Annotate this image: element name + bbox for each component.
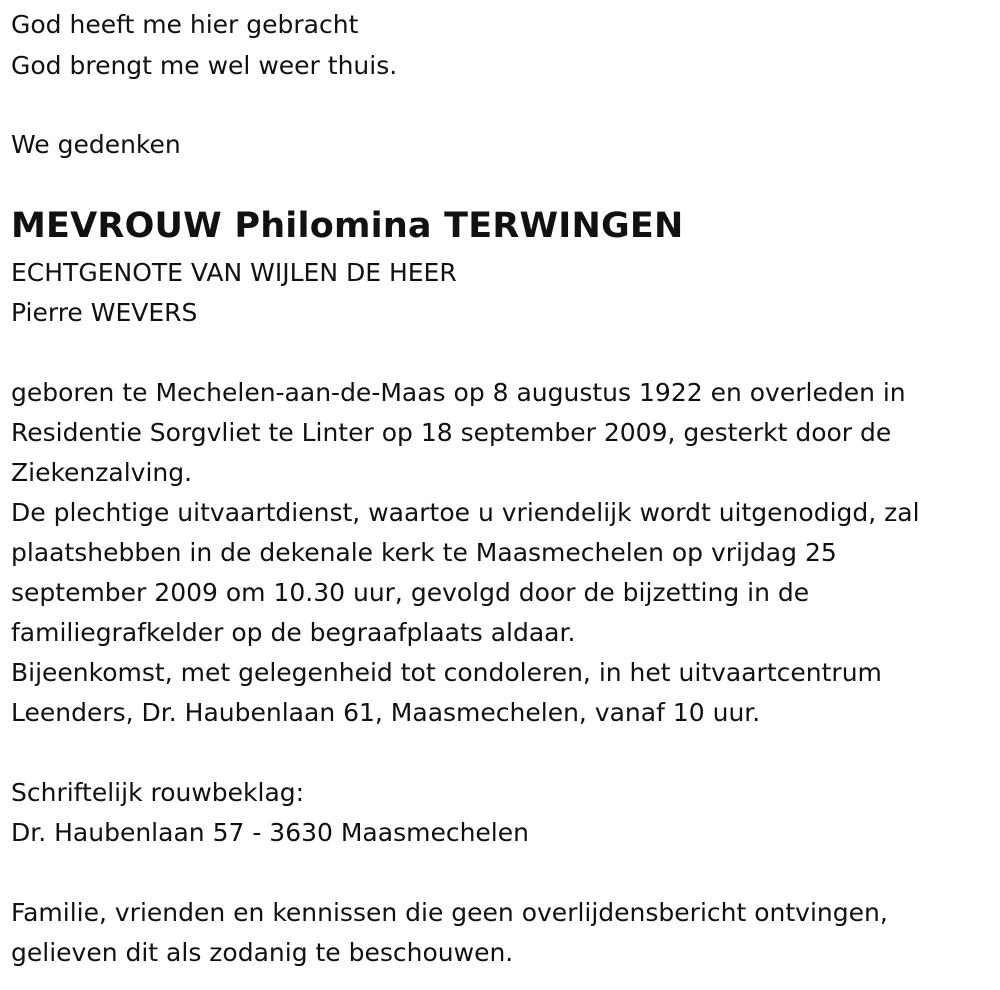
body-line: De plechtige uitvaartdienst, waartoe u vriendelijk wordt uitgenodigd, zal [11, 498, 920, 527]
relation-line-2: Pierre WEVERS [11, 298, 198, 327]
body-line: Leenders, Dr. Haubenlaan 61, Maasmechelen, vanaf 10 uur. [11, 698, 761, 727]
body-line: september 2009 om 10.30 uur, gevolgd door de bijzetting in de [11, 578, 810, 607]
body-line: plaatshebben in de dekenale kerk te Maasmechelen op vrijdag 25 [11, 538, 837, 567]
verse-line-2: God brengt me wel weer thuis. [11, 51, 398, 80]
condolence-label: Schriftelijk rouwbeklag: [11, 778, 305, 807]
relation-line-1: ECHTGENOTE VAN WIJLEN DE HEER [11, 258, 457, 287]
body-line: Bijeenkomst, met gelegenheid tot condoleren, in het uitvaartcentrum [11, 658, 882, 687]
condolence-address: Dr. Haubenlaan 57 - 3630 Maasmechelen [11, 818, 529, 847]
body-line: Ziekenzalving. [11, 458, 193, 487]
deceased-name: MEVROUW Philomina TERWINGEN [11, 206, 684, 246]
intro-text: We gedenken [11, 130, 181, 159]
closing-line-1: Familie, vrienden en kennissen die geen overlijdensbericht ontvingen, [11, 898, 888, 927]
body-line: Residentie Sorgvliet te Linter op 18 september 2009, gesterkt door de [11, 418, 892, 447]
body-line: geboren te Mechelen-aan-de-Maas op 8 augustus 1922 en overleden in [11, 378, 906, 407]
body-line: familiegrafkelder op de begraafplaats aldaar. [11, 618, 576, 647]
closing-line-2: gelieven dit als zodanig te beschouwen. [11, 938, 514, 967]
verse-line-1: God heeft me hier gebracht [11, 10, 359, 39]
